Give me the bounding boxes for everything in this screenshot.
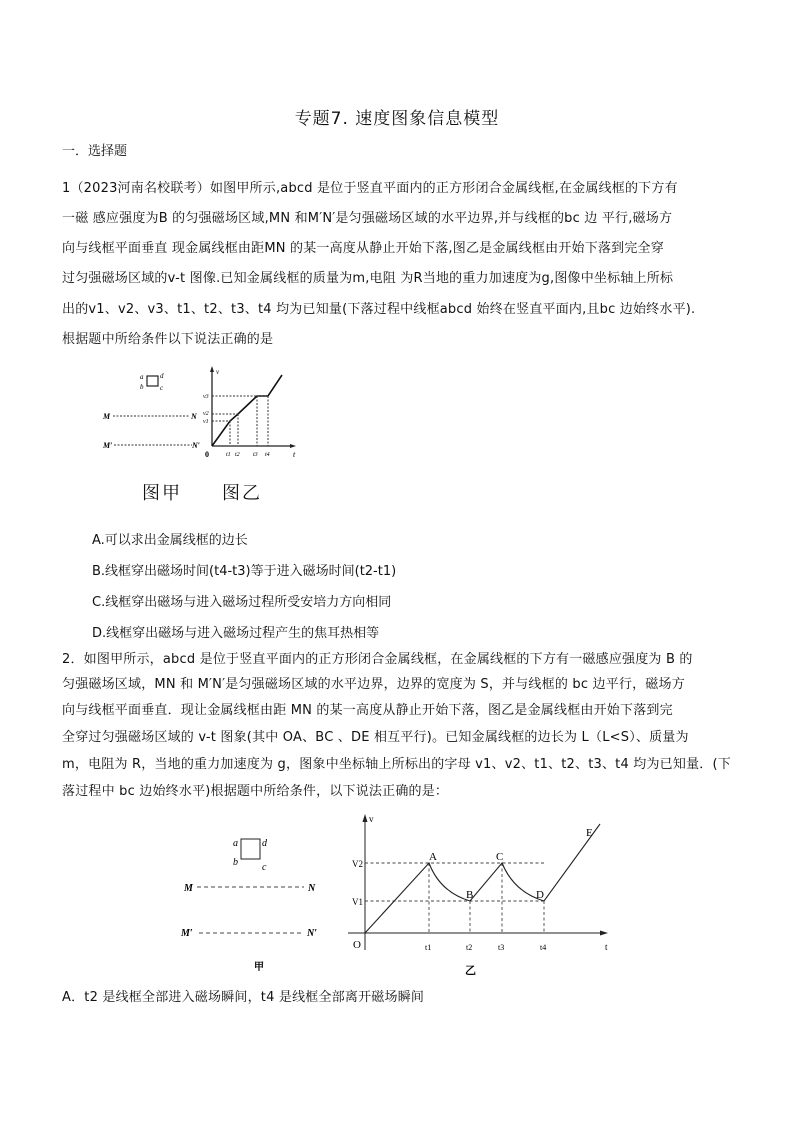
svg-text:t1: t1 <box>425 943 432 952</box>
figure-caption-yi: 图乙 <box>222 483 262 504</box>
problem1-line-5: 出的v1、v2、v3、t1、t2、t3、t4 均为已知量(下落过程中线框abcd 始终在竖直平面内,且bc 边始终水平). <box>62 302 696 317</box>
svg-text:E: E <box>586 827 593 839</box>
problem2-line-1: 2．如图甲所示，abcd 是位于竖直平面内的正方形闭合金属线框，在金属线框的下方有一磁感应强度为 B 的 <box>62 652 693 667</box>
svg-text:t3: t3 <box>253 452 258 458</box>
problem1-line-1: 1（2023河南名校联考）如图甲所示,abcd 是位于竖直平面内的正方形闭合金属线框,在金属线框的下方有 <box>62 181 678 196</box>
problem1-option-d: D.线框穿出磁场与进入磁场过程产生的焦耳热相等 <box>92 626 380 641</box>
svg-text:M: M <box>184 883 193 894</box>
svg-text:O: O <box>353 939 361 951</box>
problem1-line-2: 一磁 感应强度为B 的匀强磁场区域,MN 和M′N′是匀强磁场区域的水平边界,并与线框的bc 边 平行,磁场方 <box>62 211 673 226</box>
problem1-line-3: 向与线框平面垂直 现金属线框由距MN 的某一高度从静止开始下落,图乙是金属线框由开始下落到完全穿 <box>62 241 664 256</box>
problem1-option-b: B.线框穿出磁场时间(t4-t3)等于进入磁场时间(t2-t1) <box>92 564 397 579</box>
svg-text:b: b <box>140 383 144 391</box>
svg-text:a: a <box>140 373 144 381</box>
svg-text:B: B <box>466 889 474 901</box>
problem2-line-4: 全穿过匀强磁场区域的 v-t 图象(其中 OA、BC 、DE 相互平行)。已知金属线框的边长为 L（L<S）、质量为 <box>62 730 689 745</box>
problem2-line-6: 落过程中 bc 边始终水平)根据题中所给条件，以下说法正确的是： <box>62 784 449 799</box>
svg-text:t4: t4 <box>540 943 547 952</box>
problem1-option-a: A.可以求出金属线框的边长 <box>92 533 248 548</box>
problem1-line-6: 根据题中所给条件以下说法正确的是 <box>62 332 274 347</box>
svg-text:c: c <box>262 862 267 873</box>
svg-text:a: a <box>233 838 238 849</box>
svg-text:t2: t2 <box>466 943 473 952</box>
problem2-line-5: m，电阻为 R，当地的重力加速度为 g，图象中坐标轴上所标出的字母 v1、v2、t1、t2、t3、t4 均为已知量．(下 <box>62 757 731 772</box>
problem2-line-2: 匀强磁场区域，MN 和 M′N′是匀强磁场区域的水平边界，边界的宽度为 S，并与线框的 bc 边平行，磁场方 <box>62 677 685 692</box>
svg-text:v: v <box>369 814 374 824</box>
section-heading: 一．选择题 <box>62 144 128 159</box>
problem2-option-a: A．t2 是线框全部进入磁场瞬间，t4 是线框全部离开磁场瞬间 <box>62 990 425 1005</box>
svg-text:N′: N′ <box>307 928 318 939</box>
svg-text:t3: t3 <box>498 943 505 952</box>
svg-text:M′: M′ <box>181 928 193 939</box>
problem1-figure-jia <box>102 372 200 450</box>
svg-text:N: N <box>191 412 197 421</box>
problem1-line-4: 过匀强磁场区域的v-t 图像.已知金属线框的质量为m,电阻 为R当地的重力加速度为g,图像中坐标轴上所标 <box>62 271 674 286</box>
svg-text:A: A <box>429 851 437 863</box>
svg-text:v2: v2 <box>203 411 209 417</box>
figure-caption-jia: 图甲 <box>142 483 182 504</box>
svg-text:N′: N′ <box>192 441 201 450</box>
page-title: 专题7. 速度图象信息模型 <box>294 109 500 129</box>
svg-text:t2: t2 <box>235 452 240 458</box>
svg-text:v1: v1 <box>203 419 209 425</box>
svg-text:t4: t4 <box>265 452 270 458</box>
problem1-figure-yi <box>203 366 296 459</box>
svg-text:c: c <box>160 384 164 392</box>
svg-text:b: b <box>233 857 238 868</box>
svg-text:t1: t1 <box>226 452 231 458</box>
svg-text:D: D <box>536 889 544 901</box>
svg-text:M: M <box>103 412 111 421</box>
svg-text:V1: V1 <box>352 897 363 907</box>
svg-text:V2: V2 <box>352 859 363 869</box>
problem2-line-3: 向与线框平面垂直．现让金属线框由距 MN 的某一高度从静止开始下落，图乙是金属线框由开始下落到完 <box>62 703 673 718</box>
svg-text:0: 0 <box>205 450 209 459</box>
svg-text:d: d <box>262 838 267 849</box>
svg-text:v: v <box>216 368 220 376</box>
svg-text:M′: M′ <box>103 441 113 450</box>
svg-text:乙: 乙 <box>465 965 476 977</box>
problem2-figure-yi <box>340 810 630 980</box>
svg-text:C: C <box>496 851 504 863</box>
svg-text:d: d <box>160 372 164 380</box>
svg-text:N: N <box>308 883 316 894</box>
problem1-option-c: C.线框穿出磁场与进入磁场过程所受安培力方向相同 <box>92 595 392 610</box>
svg-text:甲: 甲 <box>254 962 264 973</box>
problem1-figure <box>100 364 300 460</box>
problem2-figure-jia <box>170 815 340 975</box>
svg-text:t: t <box>605 942 608 952</box>
svg-text:v3: v3 <box>203 394 209 400</box>
svg-text:t: t <box>293 450 296 459</box>
